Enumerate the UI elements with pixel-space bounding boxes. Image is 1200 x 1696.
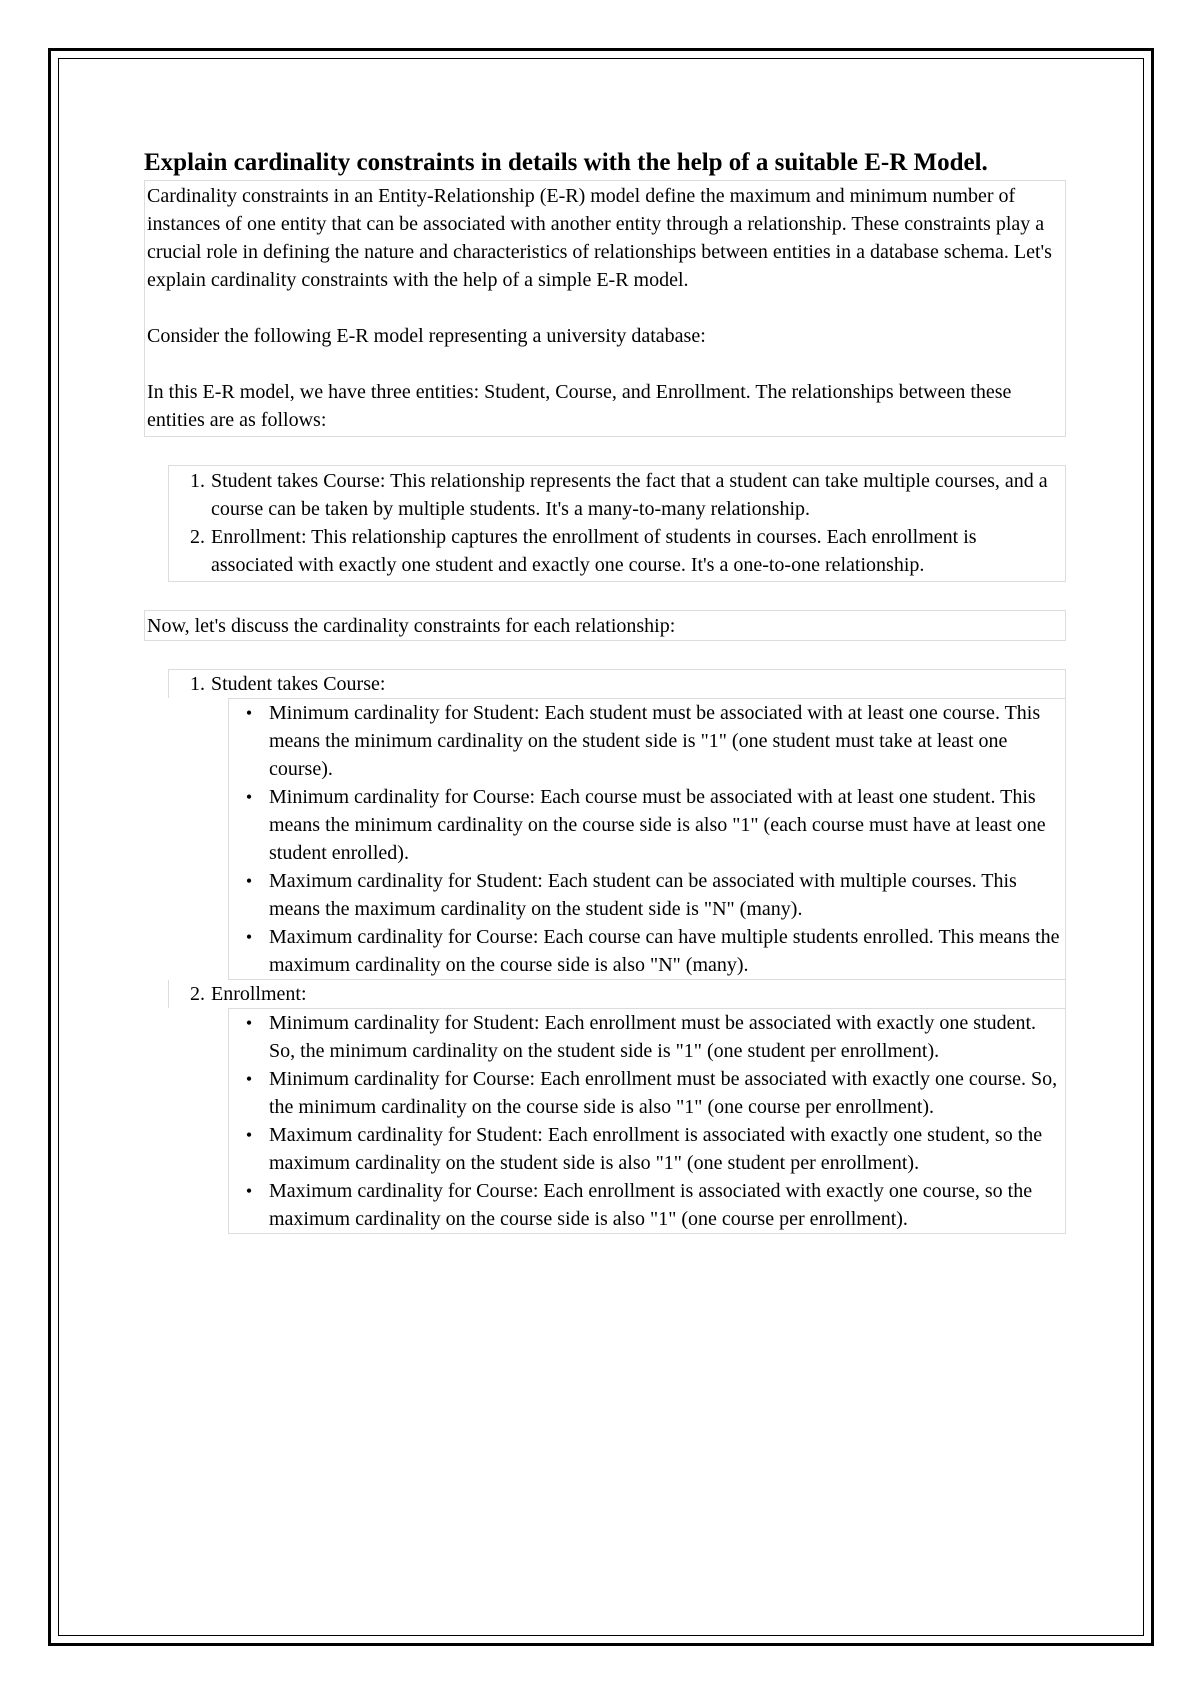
constraint-bullets	[228, 698, 1066, 980]
page-title: Explain cardinality constraints in details with the help of a suitable E-R Model.	[144, 149, 988, 176]
list-item	[169, 467, 1063, 523]
list-number: 2.	[190, 983, 205, 1005]
bullet-icon: •	[245, 871, 253, 891]
discussion-intro: Now, let's discuss the cardinality constraints for each relationship:	[144, 610, 1066, 641]
bullet-text: Maximum cardinality for Course: Each course can have multiple students enrolled. This means the maximum cardinality on the course side is also "N" (many).	[269, 926, 1060, 976]
bullet-item	[229, 867, 1063, 923]
bullet-icon: •	[245, 927, 253, 947]
bullet-text: Minimum cardinality for Course: Each course must be associated with at least one student. This means the minimum cardinality on the course side is also "1" (each course must have at least one student enrolled).	[269, 786, 1046, 864]
constraint-bullets	[228, 1008, 1066, 1234]
bullet-icon: •	[245, 787, 253, 807]
list-number: 1.	[190, 673, 205, 695]
bullet-item	[229, 1177, 1063, 1233]
bullet-text: Maximum cardinality for Student: Each student can be associated with multiple courses. This means the maximum cardinality on the student side is "N" (many).	[269, 870, 1017, 920]
list-number: 2.	[190, 526, 205, 548]
bullet-icon: •	[245, 1069, 253, 1089]
bullet-item	[229, 1121, 1063, 1177]
list-item	[169, 670, 1065, 698]
bullet-item	[229, 1065, 1063, 1121]
constraint-heading: Student takes Course:	[211, 673, 386, 695]
bullet-item	[229, 699, 1063, 783]
constraint-heading: Enrollment:	[211, 983, 307, 1005]
intro-paragraph: In this E-R model, we have three entities: Student, Course, and Enrollment. The relationships between these entities are as follows:	[147, 381, 1012, 431]
bullet-text: Minimum cardinality for Course: Each enrollment must be associated with exactly one course. So, the minimum cardinality on the course side is also "1" (one course per enrollment).	[269, 1068, 1058, 1118]
list-item-text: Student takes Course: This relationship represents the fact that a student can take multiple courses, and a course can be taken by multiple students. It's a many-to-many relationship.	[211, 470, 1048, 520]
bullet-text: Maximum cardinality for Course: Each enrollment is associated with exactly one course, so the maximum cardinality on the course side is also "1" (one course per enrollment).	[269, 1180, 1033, 1230]
bullet-icon: •	[245, 1125, 253, 1145]
document-body	[144, 148, 1066, 1234]
bullet-item	[229, 923, 1063, 979]
bullet-text: Minimum cardinality for Student: Each enrollment must be associated with exactly one student. So, the minimum cardinality on the student side is "1" (one student per enrollment).	[269, 1012, 1037, 1062]
list-item	[169, 523, 1063, 579]
bullet-text: Maximum cardinality for Student: Each enrollment is associated with exactly one student, so the maximum cardinality on the student side is also "1" (one student per enrollment).	[269, 1124, 1043, 1174]
bullet-icon: •	[245, 1013, 253, 1033]
bullet-icon: •	[245, 1181, 253, 1201]
list-number: 1.	[190, 470, 205, 492]
list-item	[169, 980, 1065, 1008]
bullet-item	[229, 783, 1063, 867]
intro-paragraph: Cardinality constraints in an Entity-Relationship (E-R) model define the maximum and minimum number of instances of one entity that can be associated with another entity through a relationship. These constraints play a crucial role in defining the nature and characteristics of relationships between entities in a database schema. Let's explain cardinality constraints with the help of a simple E-R model.	[147, 185, 1052, 291]
bullet-text: Minimum cardinality for Student: Each student must be associated with at least one course. This means the minimum cardinality on the student side is "1" (one student must take at least one course).	[269, 702, 1041, 780]
constraint-group-heading	[168, 980, 1066, 1008]
list-item-text: Enrollment: This relationship captures the enrollment of students in courses. Each enrollment is associated with exactly one student and exactly one course. It's a one-to-one relationship.	[211, 526, 977, 576]
bullet-item	[229, 1009, 1063, 1065]
constraint-group-heading	[168, 669, 1066, 698]
bullet-icon: •	[245, 703, 253, 723]
intro-paragraph: Consider the following E-R model representing a university database:	[147, 325, 706, 347]
relationships-list	[168, 465, 1066, 582]
intro-section	[144, 180, 1066, 437]
